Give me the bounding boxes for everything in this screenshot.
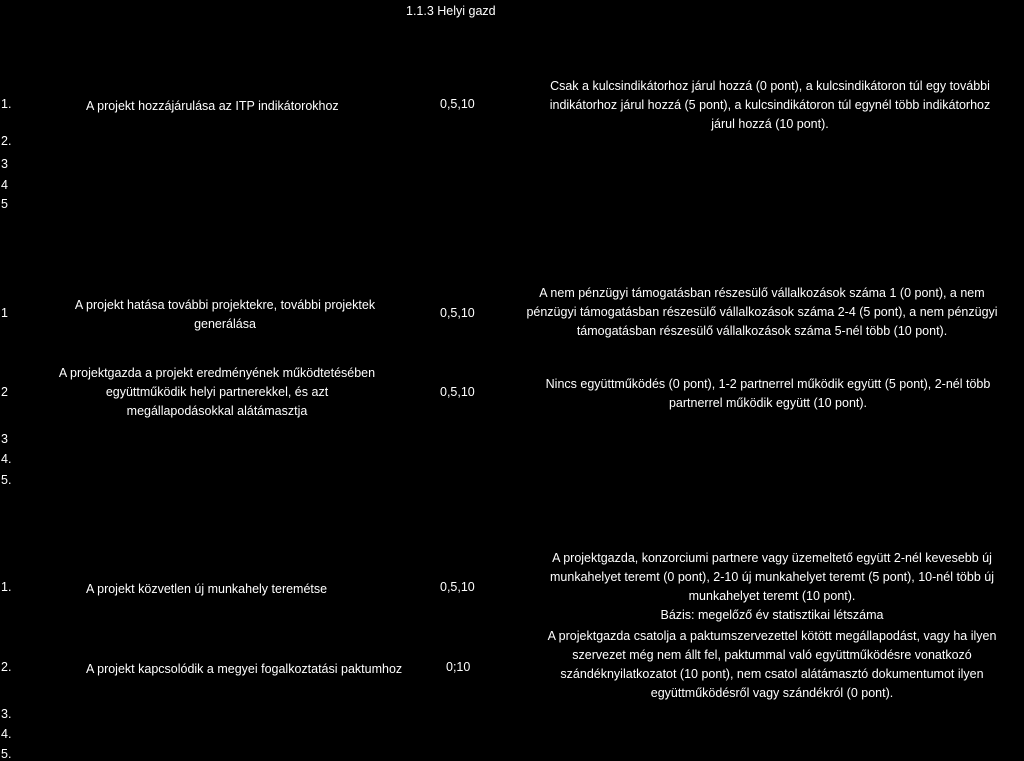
criterion-description: Csak a kulcsindikátorhoz járul hozzá (0 pont), a kulcsindikátoron túl egy további indikátorhoz járul hozzá (5 pont), a kulcsindikátoron túl egynél több indikátorhoz járul hozzá (10 pont).: [549, 79, 991, 131]
row-number: 3: [1, 432, 8, 446]
row-number: 5: [1, 197, 8, 211]
row-number: 3: [1, 157, 8, 171]
row-number: 4.: [1, 452, 12, 466]
row-number: 4: [1, 178, 8, 192]
criterion-name: A projektgazda a projekt eredményének működtetésében együttműködik helyi partnerekkel, és azt megállapodásokkal alátámasztja: [58, 366, 376, 418]
row-number: 1: [1, 306, 8, 320]
criterion-description: A projektgazda, konzorciumi partnere vagy üzemeltető együtt 2-nél kevesebb új munkahelyet teremt (0 pont), 2-10 új munkahelyet teremt (5 pont), 10-nél több új munkahelyet teremt (10 pont). Bázis: megelőző év statisztikai létszáma: [550, 551, 994, 622]
criterion-score: 0,5,10: [440, 97, 475, 111]
criterion-description: A projektgazda csatolja a paktumszervezettel kötött megállapodást, vagy ha ilyen szervezet még nem állt fel, paktummal való együttműködésre vonatkozó szándéknyilatkozatot (10 pont), nem csatol alátámasztó dokumentumot ilyen együttműködésről vagy szándékról (0 pont).: [547, 629, 997, 700]
row-number: 2.: [1, 660, 12, 674]
criterion-name: A projekt hatása további projektekre, további projektek generálása: [74, 298, 376, 331]
row-number: 2.: [1, 134, 12, 148]
criterion-name: A projekt közvetlen új munkahely teremétse: [86, 582, 328, 596]
criterion-score: 0,5,10: [440, 306, 475, 320]
row-number: 2: [1, 385, 8, 399]
criterion-name: A projekt hozzájárulása az ITP indikátorokhoz: [86, 99, 339, 113]
row-number: 5.: [1, 473, 12, 487]
criterion-score: 0;10: [446, 660, 471, 674]
criterion-description: A nem pénzügyi támogatásban részesülő vállalkozások száma 1 (0 pont), a nem pénzügyi támogatásban részesülő vállalkozások száma 2-4 (5 pont), a nem pénzügyi támogatásban részesülő vállalkozások száma 5-nél több (10 pont).: [526, 286, 998, 338]
criterion-score: 0,5,10: [440, 580, 475, 594]
criterion-score: 0,5,10: [440, 385, 475, 399]
row-number: 4.: [1, 727, 12, 741]
criterion-name: A projekt kapcsolódik a megyei fogalkoztatási paktumhoz: [86, 662, 403, 676]
row-number: 5.: [1, 747, 12, 761]
criterion-description: Nincs együttműködés (0 pont), 1-2 partnerrel működik együtt (5 pont), 2-nél több partnerrel működik együtt (10 pont).: [545, 377, 991, 410]
row-number: 3.: [1, 707, 12, 721]
row-number: 1.: [1, 97, 12, 111]
row-number: 1.: [1, 580, 12, 594]
document-title: 1.1.3 Helyi gazd: [406, 4, 496, 18]
